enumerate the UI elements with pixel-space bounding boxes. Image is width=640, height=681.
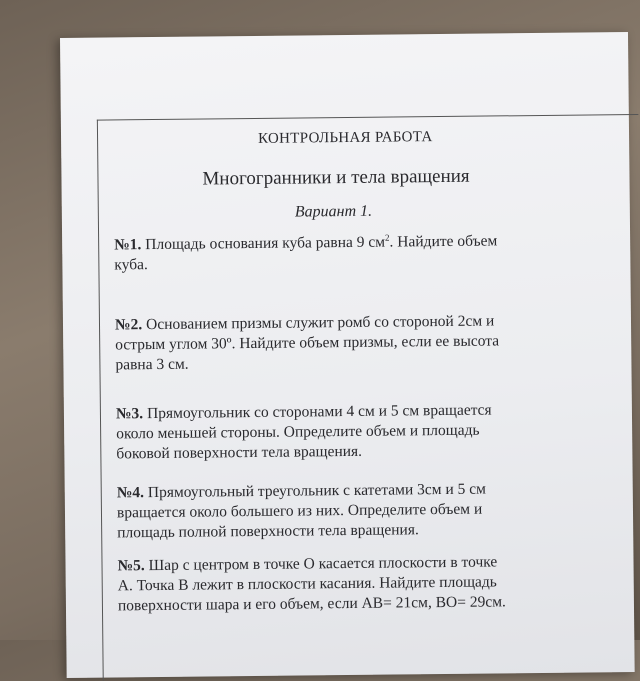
paper-sheet: [60, 32, 635, 678]
problem-number: №5.: [117, 557, 145, 575]
problem-line: около меньшей стороны. Определите объем и площадь: [116, 421, 480, 443]
problem-3: [116, 401, 492, 465]
problem-number: №3.: [115, 405, 144, 423]
problem-line: равна 3 см.: [115, 355, 189, 374]
problem-line-tail: . Найдите объем: [389, 232, 498, 251]
problem-line: Основанием призмы служит ромб со стороной 2см и: [145, 312, 495, 334]
problem-number: №2.: [114, 316, 143, 334]
problem-5: [117, 552, 506, 616]
problem-line: боковой поверхности тела вращения.: [116, 442, 363, 463]
problem-line: Шар с центром в точке О касается плоскости в точке: [148, 553, 498, 575]
problem-number: №1.: [114, 236, 142, 254]
problem-number: №4.: [116, 484, 145, 502]
problem-line: Площадь основания куба равна 9 см: [145, 233, 386, 254]
superscript: 2: [384, 232, 390, 243]
problem-line: куба.: [114, 256, 148, 274]
document-topic: Многогранники и тела вращения: [202, 165, 470, 190]
problem-line: Прямоугольник со сторонами 4 см и 5 см вращается: [146, 401, 492, 423]
problem-line: площадь полной поверхности тела вращения.: [117, 521, 419, 542]
problem-line: острым углом 30º. Найдите объем призмы, если ее высота: [115, 332, 500, 354]
problem-4: [117, 480, 487, 544]
problem-line: А. Точка В лежит в плоскости касания. Найдите площадь: [117, 573, 497, 595]
document-heading: КОНТРОЛЬНАЯ РАБОТА: [257, 129, 433, 147]
problem-2: [115, 311, 499, 375]
variant-label: Вариант 1.: [294, 202, 373, 221]
problem-line: поверхности шара и его объем, если АВ= 21см, ВО= 29см.: [117, 593, 506, 615]
problem-1: [114, 231, 498, 275]
problem-line: Прямоугольный треугольник с катетами 3см и 5 см: [147, 480, 486, 502]
problem-line: вращается около большего из них. Определите объем и: [116, 500, 483, 522]
